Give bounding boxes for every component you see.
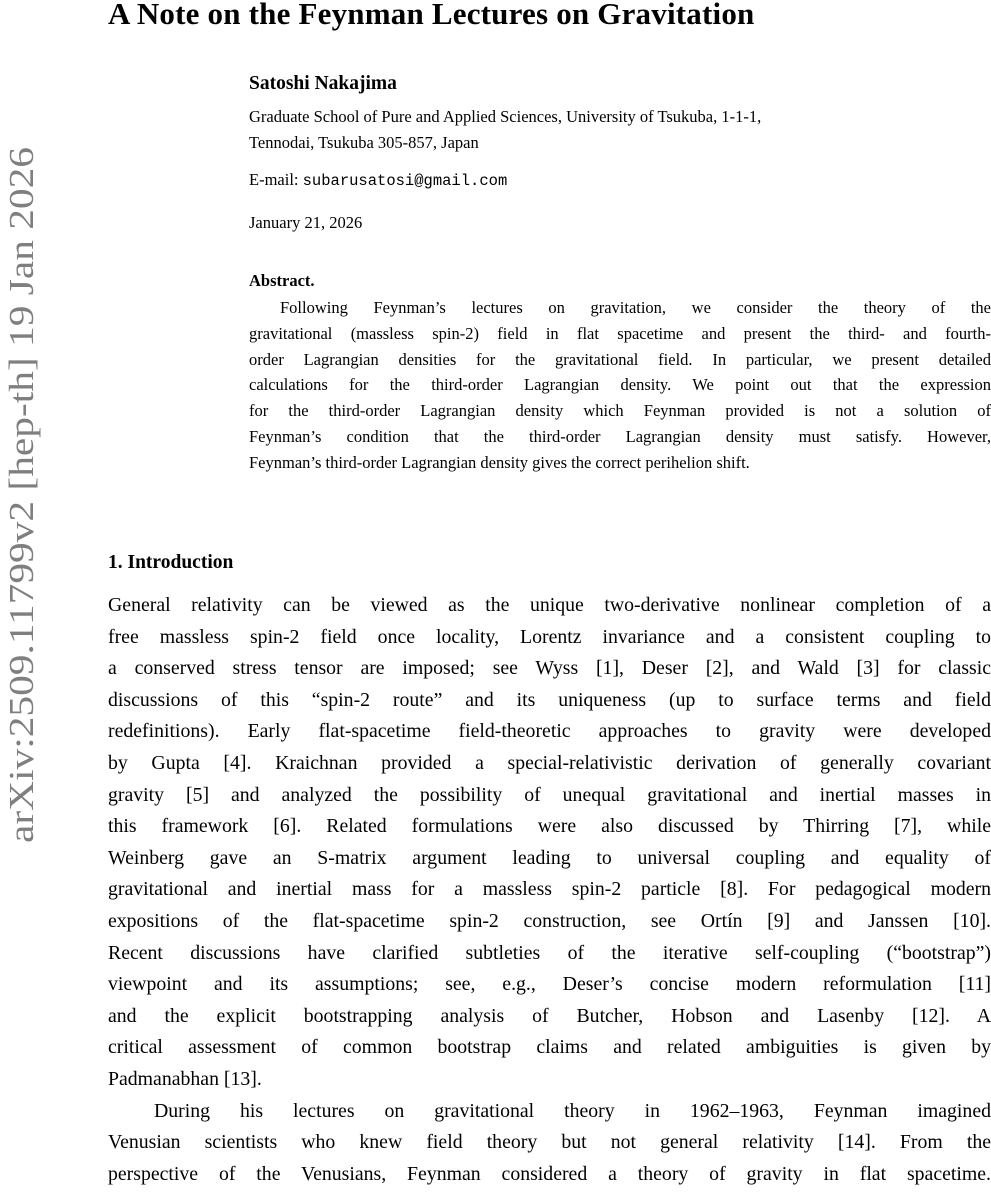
abstract-line: Feynman’s condition that the third-order Lagrangian density must satisfy. However, — [249, 426, 991, 446]
paper-date: January 21, 2026 — [249, 213, 363, 232]
abstract-line: calculations for the third-order Lagrangian density. We point out that the expression — [249, 375, 991, 395]
abstract-line: for the third-order Lagrangian density which Feynman provided is not a solution of — [249, 401, 991, 421]
body-line: expositions of the flat-spacetime spin-2 construction, see Ortín [9] and Janssen [10]. — [108, 909, 991, 932]
author-name: Satoshi Nakajima — [249, 73, 397, 94]
body-line: a conserved stress tensor are imposed; see Wyss [1], Deser [2], and Wald [3] for classic — [108, 657, 991, 680]
body-line: perspective of the Venusians, Feynman considered a theory of gravity in flat spacetime. — [108, 1162, 991, 1185]
body-line: by Gupta [4]. Kraichnan provided a special-relativistic derivation of generally covariant — [108, 751, 991, 774]
body-line: discussions of this “spin-2 route” and its uniqueness (up to surface terms and field — [108, 688, 991, 711]
abstract-text — [249, 295, 991, 476]
body-line: redefinitions). Early flat-spacetime field-theoretic approaches to gravity were developed — [108, 720, 991, 743]
body-line: Padmanabhan [13]. — [108, 1067, 262, 1090]
abstract-line: Following Feynman’s lectures on gravitation, we consider the theory of the — [280, 298, 991, 317]
author-affiliation — [249, 104, 949, 156]
body-line: and the explicit bootstrapping analysis of Butcher, Hobson and Lasenby [12]. A — [108, 1004, 991, 1027]
abstract-heading: Abstract. — [249, 271, 315, 290]
body-line: viewpoint and its assumptions; see, e.g., Deser’s concise modern reformulation [11] — [108, 973, 991, 996]
body-line: General relativity can be viewed as the unique two-derivative nonlinear completion of a — [108, 594, 991, 616]
author-email — [249, 167, 507, 194]
arxiv-stamp-text: arXiv:2509.11799v2 [hep-th] 19 Jan 2026 — [2, 254, 41, 843]
body-line: Weinberg gave an S-matrix argument leading to universal coupling and equality of — [108, 846, 991, 869]
body-line: During his lectures on gravitational theory in 1962–1963, Feynman imagined — [154, 1099, 991, 1122]
section-heading-introduction: 1. Introduction — [108, 552, 234, 573]
affiliation-line-2: Tennodai, Tsukuba 305-857, Japan — [249, 133, 479, 152]
abstract-line: gravitational (massless spin-2) field in flat spacetime and present the third- and fourth- — [249, 323, 991, 343]
email-address[interactable]: subarusatosi@gmail.com — [302, 172, 508, 190]
abstract-line: order Lagrangian densities for the gravitational field. In particular, we present detailed — [249, 349, 991, 369]
abstract-line: Feynman’s third-order Lagrangian density gives the correct perihelion shift. — [249, 452, 750, 472]
affiliation-line-1: Graduate School of Pure and Applied Sciences, University of Tsukuba, 1-1-1, — [249, 107, 762, 126]
body-line: critical assessment of common bootstrap claims and related ambiguities is given by — [108, 1036, 991, 1059]
paper-title: A Note on the Feynman Lectures on Gravitation — [108, 0, 755, 31]
body-line: free massless spin-2 field once locality, Lorentz invariance and a consistent coupling to — [108, 625, 991, 648]
introduction-body — [108, 590, 991, 1190]
body-line: gravitational and inertial mass for a massless spin-2 particle [8]. For pedagogical modern — [108, 878, 991, 901]
body-line: Recent discussions have clarified subtleties of the iterative self-coupling (“bootstrap”) — [108, 941, 991, 964]
arxiv-identifier-stamp — [0, 0, 50, 900]
body-line: this framework [6]. Related formulations were also discussed by Thirring [7], while — [108, 815, 991, 838]
body-line: Venusian scientists who knew field theory but not general relativity [14]. From the — [108, 1131, 991, 1154]
email-label: E-mail: — [249, 170, 299, 189]
body-line: gravity [5] and analyzed the possibility of unequal gravitational and inertial masses in — [108, 783, 991, 806]
